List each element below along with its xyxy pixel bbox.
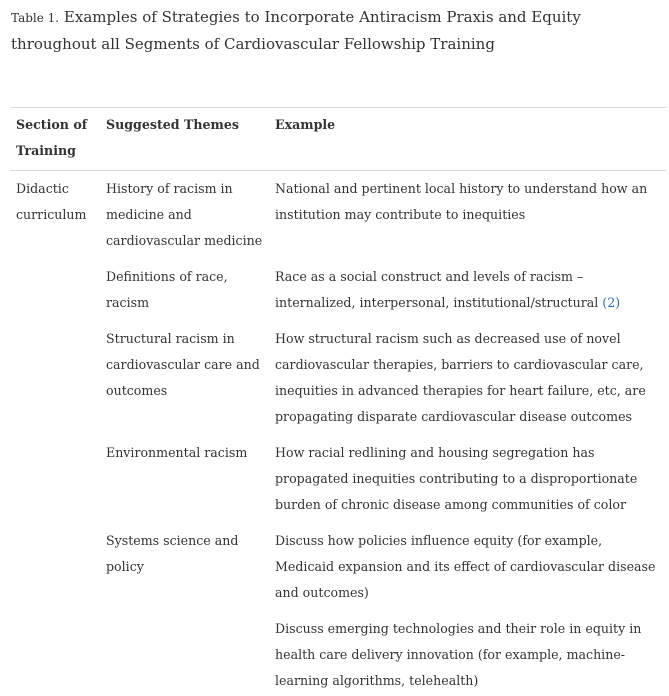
example-cell: How racial redlining and housing segregation has propagated inequities contributing to a disproportionate burden of chronic disease among communities of color — [275, 445, 638, 512]
table-label: Table 1. — [11, 11, 60, 25]
example-cell: National and pertinent local history to understand how an institution may contribute to inequities — [275, 181, 648, 222]
theme-cell: Systems science and policy — [106, 533, 239, 574]
example-cell: How structural racism such as decreased use of novel cardiovascular therapies, barriers to cardiovascular care, inequities in advanced therapies for heart failure, etc, are propagating disparate cardiovascular disease outcomes — [275, 331, 646, 424]
table-caption — [11, 4, 661, 57]
theme-cell: Environmental racism — [106, 445, 248, 460]
example-cell: Discuss emerging technologies and their role in equity in health care delivery innovation (for example, machine-learning algorithms, telehealth) — [275, 621, 642, 688]
theme-cell: Definitions of race, racism — [106, 269, 228, 310]
example-cell — [275, 264, 665, 316]
theme-cell: Structural racism in cardiovascular care and outcomes — [106, 331, 260, 398]
citation-link[interactable]: (2) — [602, 295, 621, 310]
table-title: Examples of Strategies to Incorporate Antiracism Praxis and Equity throughout all Segments of Cardiovascular Fellowship Training — [11, 8, 581, 53]
header-suggested-themes: Suggested Themes — [106, 117, 239, 132]
table-header-row — [10, 108, 666, 171]
example-text: Race as a social construct and levels of racism – internalized, interpersonal, institutional/structural — [275, 269, 599, 310]
strategies-table — [10, 107, 666, 688]
section-cell: Didactic curriculum — [16, 181, 87, 222]
header-section-of-training: Section of Training — [16, 117, 88, 158]
example-cell: Discuss how policies influence equity (for example, Medicaid expansion and its effect of cardiovascular disease and outcomes) — [275, 533, 656, 600]
header-example: Example — [275, 117, 336, 132]
theme-cell: History of racism in medicine and cardiovascular medicine — [106, 181, 263, 248]
